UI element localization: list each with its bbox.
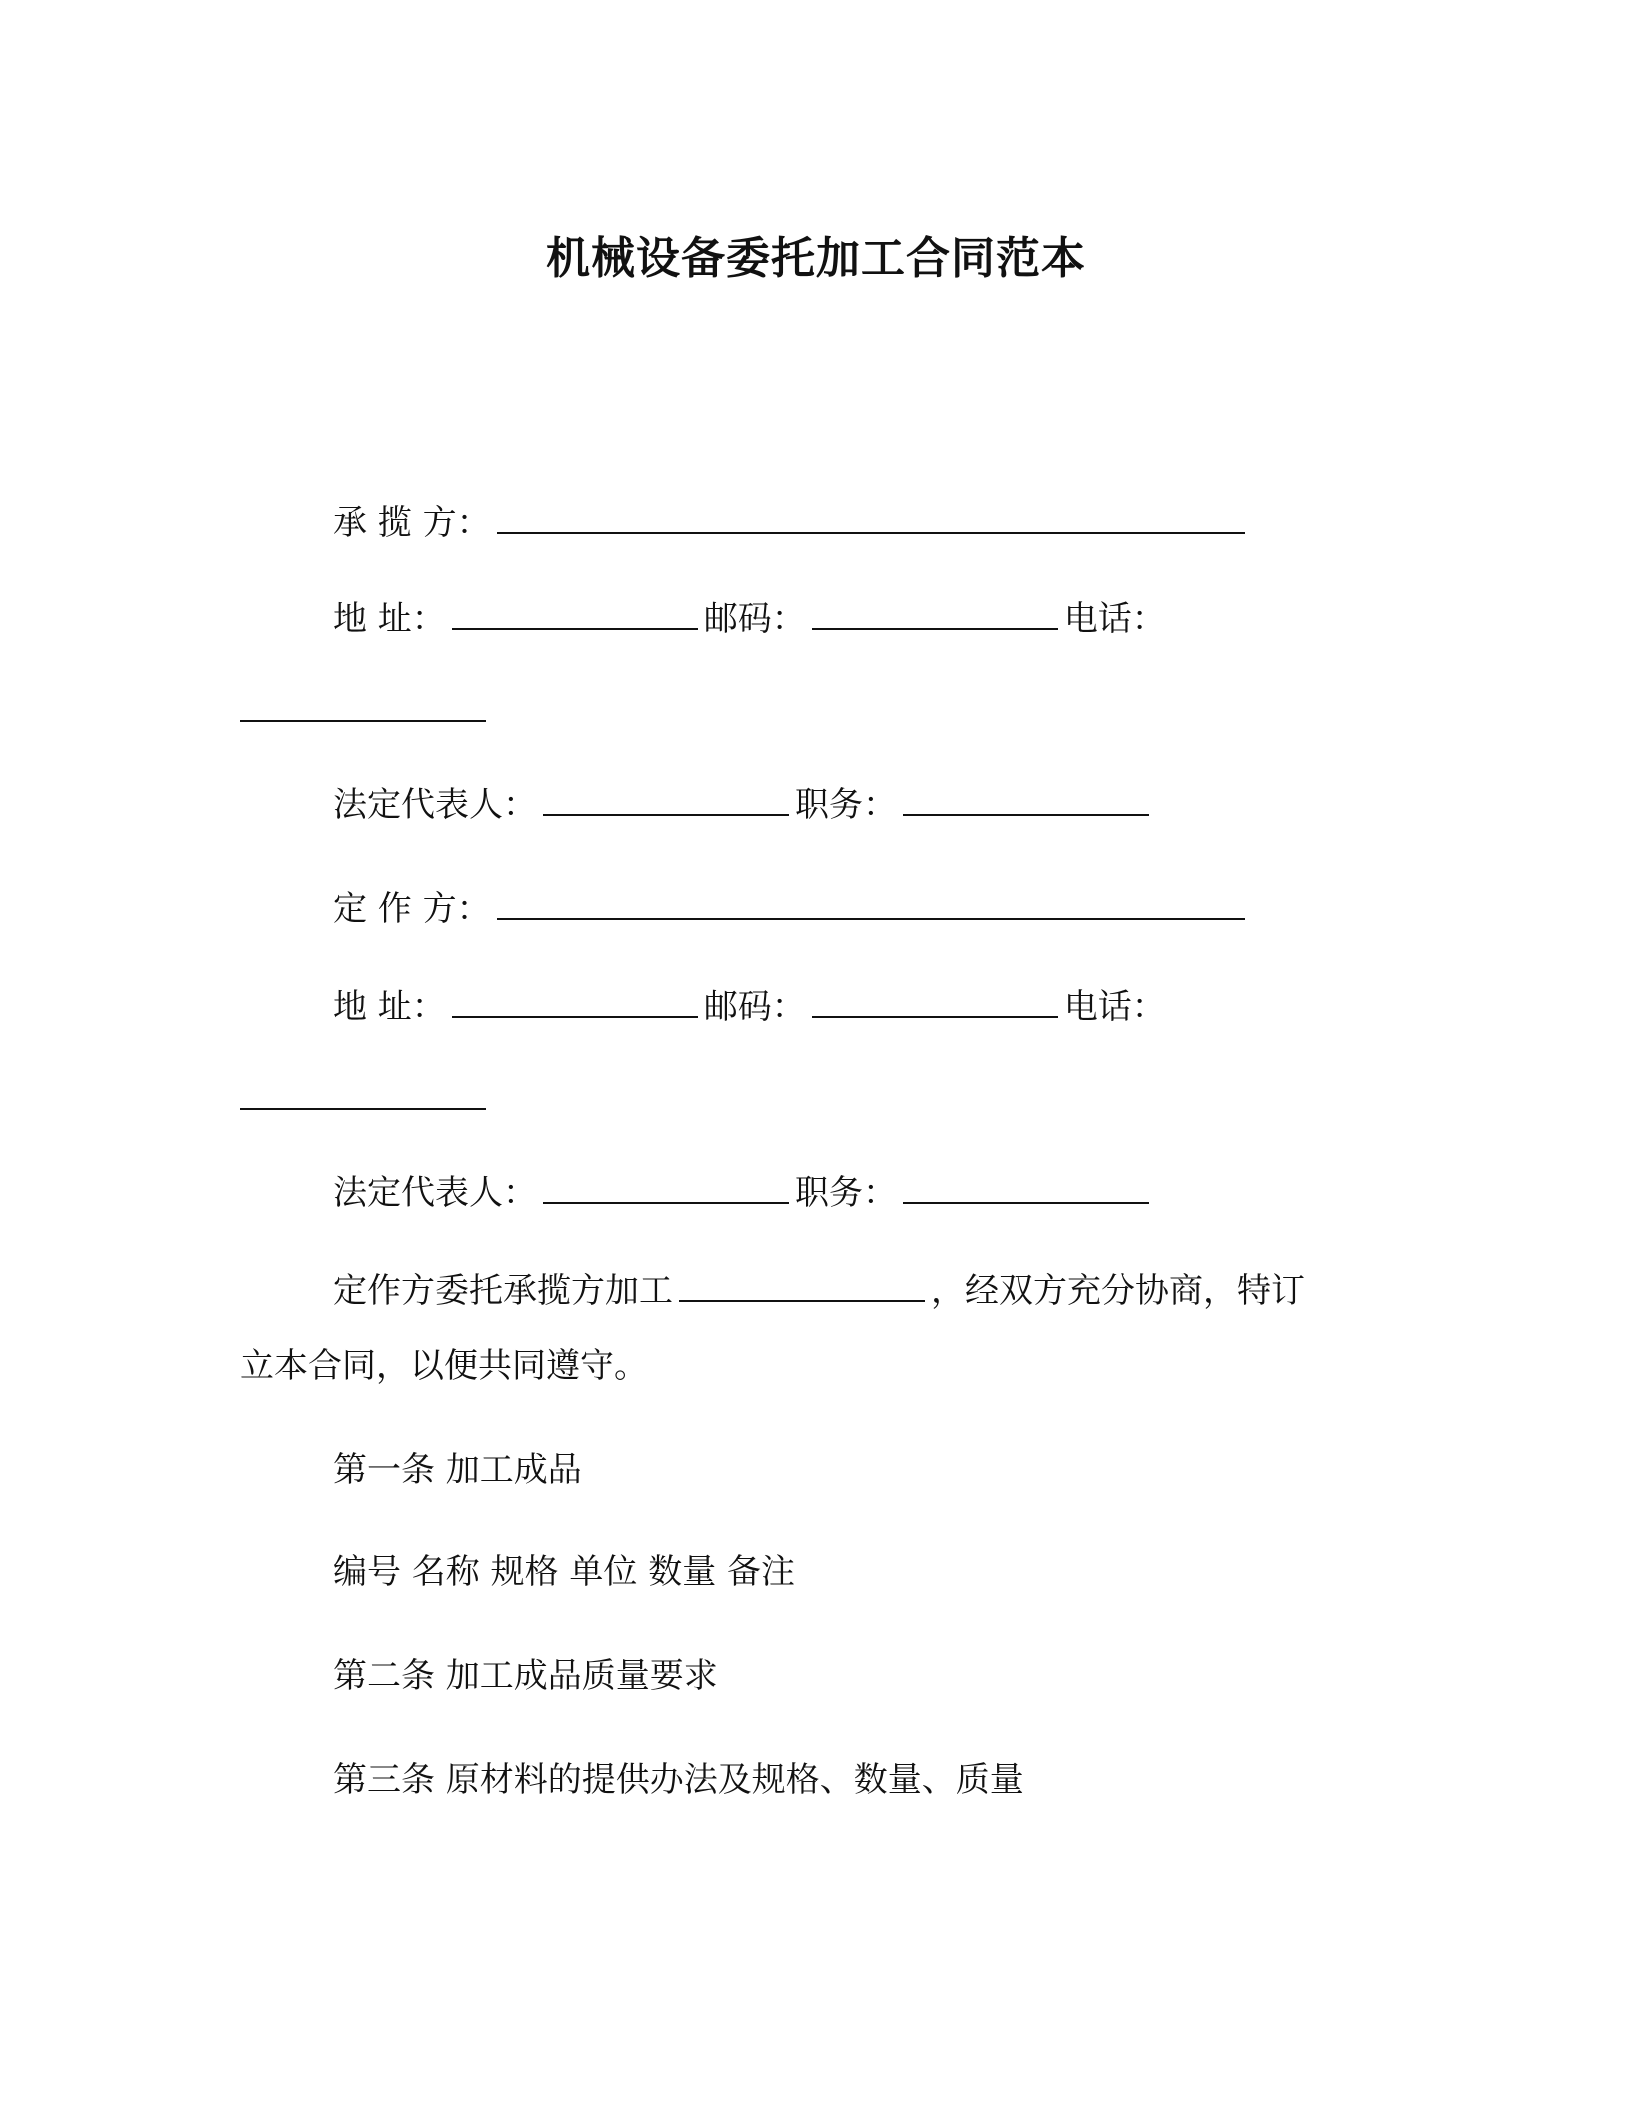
client-address-line (333, 986, 1166, 1028)
client-phone-line (240, 1078, 492, 1120)
intro-part2: ，经双方充分协商，特订 (931, 1271, 1305, 1311)
contractor-label: 承 揽 方： (333, 503, 491, 543)
client-rep-blank[interactable] (543, 1172, 789, 1204)
intro-line-2 (240, 1346, 648, 1387)
intro-part1: 定作方委托承揽方加工 (333, 1271, 673, 1311)
client-phone-label: 电话： (1063, 987, 1166, 1027)
client-label: 定 作 方： (333, 889, 491, 929)
client-name-blank[interactable] (497, 888, 1245, 920)
article-3: 第三条 原材料的提供办法及规格、数量、质量 (333, 1760, 1024, 1800)
client-rep-label: 法定代表人： (333, 1173, 537, 1213)
contractor-postcode-label: 邮码： (703, 599, 806, 639)
table-header-line: 编号 名称 规格 单位 数量 备注 (333, 1552, 796, 1592)
contractor-rep-blank[interactable] (543, 784, 789, 816)
contractor-position-label: 职务： (795, 785, 897, 825)
client-phone-blank[interactable] (240, 1078, 486, 1110)
contractor-phone-blank[interactable] (240, 690, 486, 722)
contractor-name-line (333, 502, 1251, 544)
contractor-address-line (333, 598, 1166, 640)
contractor-phone-line (240, 690, 492, 732)
client-address-blank[interactable] (452, 986, 698, 1018)
processing-item-blank[interactable] (679, 1270, 925, 1302)
client-name-line (333, 888, 1251, 930)
contractor-address-label: 地 址： (333, 599, 446, 639)
client-rep-line (333, 1172, 1155, 1214)
contractor-rep-label: 法定代表人： (333, 785, 537, 825)
intro-part3: 立本合同，以便共同遵守。 (240, 1346, 648, 1386)
contractor-position-blank[interactable] (903, 784, 1149, 816)
contractor-rep-line (333, 784, 1155, 826)
client-position-blank[interactable] (903, 1172, 1149, 1204)
contractor-phone-label: 电话： (1063, 599, 1166, 639)
document-title: 机械设备委托加工合同范本 (546, 233, 1086, 284)
contractor-postcode-blank[interactable] (812, 598, 1058, 630)
article-1: 第一条 加工成品 (333, 1450, 582, 1490)
client-position-label: 职务： (795, 1173, 897, 1213)
client-postcode-label: 邮码： (703, 987, 806, 1027)
intro-line-1 (333, 1270, 1305, 1312)
article-2: 第二条 加工成品质量要求 (333, 1656, 718, 1696)
client-address-label: 地 址： (333, 987, 446, 1027)
client-postcode-blank[interactable] (812, 986, 1058, 1018)
contractor-name-blank[interactable] (497, 502, 1245, 534)
contractor-address-blank[interactable] (452, 598, 698, 630)
